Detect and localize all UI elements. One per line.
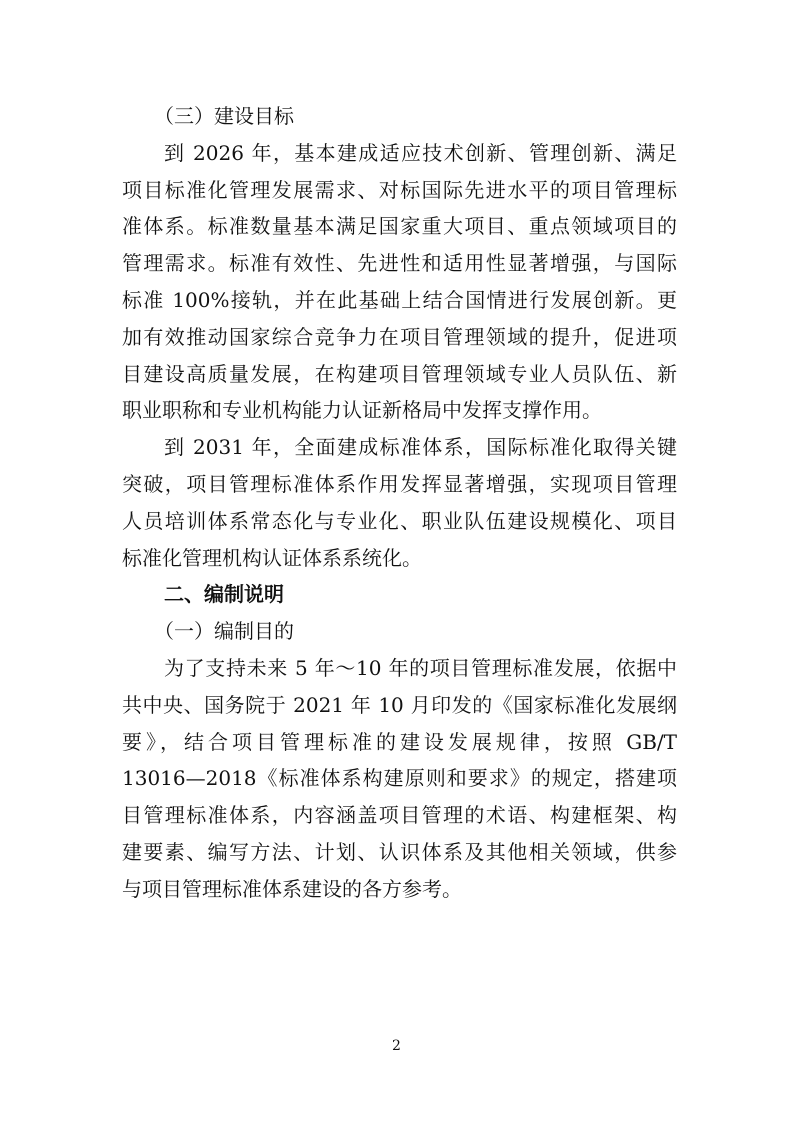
paragraph-line: 共中央、国务院于 2021 年 10 月印发的《国家标准化发展纲: [122, 692, 677, 717]
page-body: [122, 98, 677, 908]
paragraph-line: 建要素、编写方法、计划、认识体系及其他相关领域，供参: [122, 839, 677, 864]
paragraph-line: 为了支持未来 5 年～10 年的项目管理标准发展，依据中: [164, 655, 677, 680]
paragraph-line: 目管理标准体系，内容涵盖项目管理的术语、构建框架、构: [122, 803, 677, 828]
paragraph-line: 要》，结合项目管理标准的建设发展规律，按照 GB/T: [122, 729, 677, 754]
section-heading-compilation-purpose: （一）编制目的: [154, 619, 294, 644]
paragraph-line: 准体系。标准数量基本满足国家重大项目、重点领域项目的: [122, 214, 677, 239]
paragraph-goals-2031: [122, 429, 677, 576]
paragraph-line: 目建设高质量发展，在构建项目管理领域专业人员队伍、新: [122, 361, 677, 386]
page-number: 2: [392, 1038, 401, 1054]
paragraph-line: 与项目管理标准体系建设的各方参考。: [122, 876, 462, 901]
paragraph-line: 加有效推动国家综合竞争力在项目管理领域的提升，促进项: [122, 324, 677, 349]
paragraph-line: 到 2031 年，全面建成标准体系，国际标准化取得关键: [164, 435, 677, 460]
paragraph-line: 突破，项目管理标准体系作用发挥显著增强，实现项目管理: [122, 471, 677, 496]
section-heading-compilation-notes: 二、编制说明: [164, 582, 284, 607]
paragraph-line: 职业职称和专业机构能力认证新格局中发挥支撑作用。: [122, 398, 602, 423]
paragraph-line: 到 2026 年，基本建成适应技术创新、管理创新、满足: [164, 140, 677, 165]
paragraph-line: 管理需求。标准有效性、先进性和适用性显著增强，与国际: [122, 251, 677, 276]
paragraph-line: 标准化管理机构认证体系系统化。: [122, 545, 422, 570]
paragraph-line: 标准 100%接轨，并在此基础上结合国情进行发展创新。更: [122, 287, 677, 312]
paragraph-line: 项目标准化管理发展需求、对标国际先进水平的项目管理标: [122, 177, 677, 202]
paragraph-line: 13016—2018《标准体系构建原则和要求》的规定，搭建项: [122, 766, 677, 791]
paragraph-line: 人员培训体系常态化与专业化、职业队伍建设规模化、项目: [122, 508, 677, 533]
paragraph-goals-2026: [122, 135, 677, 429]
paragraph-compilation-purpose: [122, 650, 677, 908]
section-heading-construction-goals: （三）建设目标: [154, 104, 294, 128]
